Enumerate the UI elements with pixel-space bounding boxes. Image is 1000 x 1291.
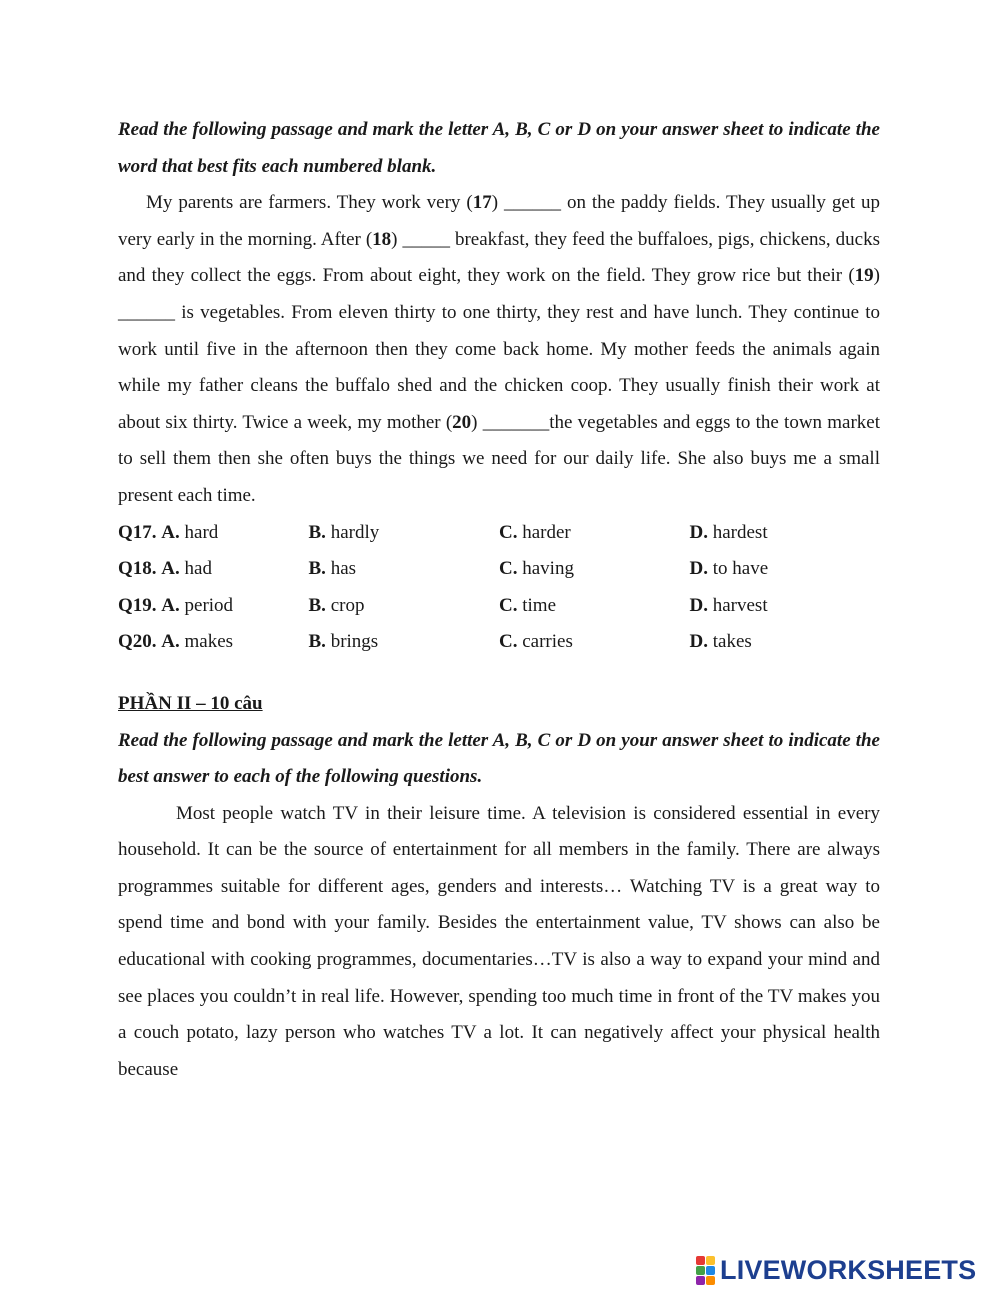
option-a[interactable]: Q19. A. period [118, 594, 234, 616]
mark-square [706, 1266, 715, 1275]
worksheet-content [118, 112, 880, 1088]
option-a[interactable]: Q17. A. hard [118, 521, 219, 543]
option-c[interactable]: C. carries [499, 631, 573, 653]
option-b[interactable]: B. hardly [308, 521, 380, 543]
option-d[interactable]: D. to have [689, 558, 769, 580]
option-d[interactable]: D. hardest [689, 521, 768, 543]
section2-instruction [118, 723, 880, 796]
instruction-line-1: Read the following passage and mark the letter A, B, C or D on your answer sheet to [118, 119, 784, 140]
question-row-19 [118, 588, 880, 625]
option-c[interactable]: C. having [499, 558, 574, 580]
liveworksheets-mark-icon [696, 1256, 715, 1285]
section2-title: PHẦN II – 10 câu [118, 692, 263, 714]
mark-square [706, 1256, 715, 1265]
option-c[interactable]: C. time [499, 594, 557, 616]
blank-number-20: 20 [452, 411, 472, 433]
question-options [118, 515, 880, 661]
passage-text: ) _____ breakfast, they feed the buffaloes, pigs, chickens, ducks and they collect the eggs. From about eight, they work on the field. They grow rice but their ( [118, 228, 880, 287]
mark-square [696, 1276, 705, 1285]
instruction-line-2: indicate the best answer to each of the following questions. [118, 729, 880, 788]
section2-passage: Most people watch TV in their leisure time. A television is considered essential in every household. It can be the source of entertainment for all members in the family. There are always programmes suitable for different ages, genders and interests… Watching TV is a great way to spend time and bond with your family. Besides the entertainment value, TV shows can also be educational with cooking programmes, documentaries…TV is also a way to expand your mind and see places you couldn’t in real life. However, spending too much time in front of the TV makes you a couch potato, lazy person who watches TV a lot. It can negatively affect your physical health because [118, 802, 880, 1080]
option-b[interactable]: B. has [308, 558, 357, 580]
option-b[interactable]: B. crop [308, 594, 365, 616]
blank-number-18: 18 [372, 228, 392, 250]
blank-number-19: 19 [854, 265, 874, 287]
question-row-18 [118, 551, 880, 588]
instruction-line-1: Read the following passage and mark the letter A, B, C or D on your answer sheet to [118, 729, 784, 751]
section1-passage [118, 185, 880, 514]
option-d[interactable]: D. harvest [689, 594, 768, 616]
passage-text: ) ______ is vegetables. From eleven thirty to one thirty, they rest and have lunch. They continue to work until five in the afternoon then they come back home. My mother feeds the animals again while my father cleans the buffalo shed and the chicken coop. They usually finish their work at about six thirty. Twice a week, my mother ( [118, 265, 880, 433]
question-row-20 [118, 624, 880, 661]
liveworksheets-logo[interactable] [696, 1255, 976, 1285]
option-c[interactable]: C. harder [499, 521, 571, 543]
mark-square [696, 1256, 705, 1265]
blank-number-17: 17 [472, 192, 492, 214]
brand-name: LIVEWORKSHEETS [720, 1254, 977, 1285]
mark-square [696, 1266, 705, 1275]
passage-text: ) ______ on the paddy fields. They usually get up very early in the morning. After ( [118, 192, 880, 250]
option-a[interactable]: Q20. A. makes [118, 631, 234, 653]
question-row-17 [118, 515, 880, 552]
section1-instruction [118, 112, 880, 185]
mark-square [706, 1276, 715, 1285]
option-b[interactable]: B. brings [308, 631, 379, 653]
passage-text: ) _______the vegetables and eggs to the town market to sell them then she often buys the things we need for our daily life. She also buys me a small present each time. [118, 411, 880, 506]
instruction-line-2: indicate the word that best fits each numbered blank. [118, 119, 880, 177]
option-a[interactable]: Q18. A. had [118, 558, 212, 580]
option-d[interactable]: D. takes [689, 631, 752, 653]
passage-text: My parents are farmers. They work very ( [146, 192, 473, 214]
